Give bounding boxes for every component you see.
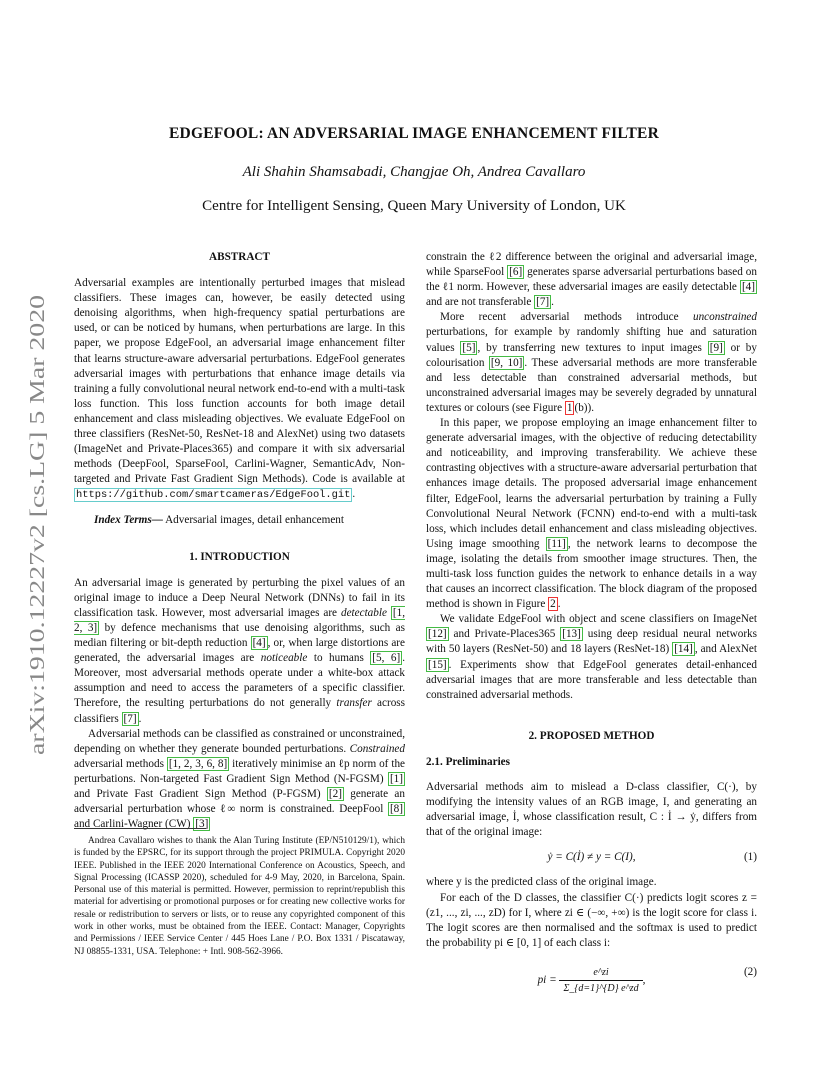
equation-1-body: ẏ = C(İ) ≠ y = C(I),	[547, 851, 636, 864]
intro-paragraph-2: Adversarial methods can be classified as constrained or unconstrained, depending on whether they generate bounded perturbations. Constrained adversarial methods [1, 2, 3, 6, 8] iteratively minimise an ℓp norm of the perturbations. Non-targeted Fast Gradient Sign Method (N-FGSM) [1] and Private Fast Gradient Sign Method (P-FGSM) [2] generate an adversarial perturbation whose ℓ∞ norm is constrained. DeepFool [8] and Carlini-Wagner (CW) [3]	[74, 727, 406, 831]
citation-link[interactable]: [1]	[389, 772, 403, 785]
introduction-heading: 1. INTRODUCTION	[189, 550, 290, 563]
citation-link[interactable]: [1, 2, 3, 6, 8]	[168, 757, 228, 770]
preliminaries-heading: 2.1. Preliminaries	[426, 755, 510, 768]
citation-link[interactable]: [2]	[328, 788, 342, 800]
code-link[interactable]: https://github.com/smartcameras/EdgeFool.git	[76, 489, 351, 502]
index-terms: Index Terms— Adversarial images, detail enhancement	[94, 513, 345, 526]
right-paragraph-1: constrain the ℓ2 difference between the original and adversarial image, while SparseFool [6] generates sparse adversarial perturbations based on the ℓ1 norm. However, these adversarial images are easily detectable [4] and are not transferable [7] .	[426, 251, 757, 309]
citation-link[interactable]: [7]	[536, 296, 550, 309]
citation-link[interactable]: [9, 10]	[490, 356, 523, 369]
equation-1	[426, 850, 757, 865]
citation-link[interactable]: [1, 2, 3]	[74, 606, 406, 634]
citation-link[interactable]: [14]	[674, 643, 693, 656]
right-paragraph-3: In this paper, we propose employing an image enhancement filter to generate adversarial images, with the objective of reducing detectability and noticeability, and improving transferability. We achieve these contrasting objectives with a structure-aware adversarial perturbation that enhances image details. The proposed adversarial image enhancement filter, EdgeFool, learns the adversarial perturbation by training a Fully Convolutional Neural Network (FCNN) end-to-end with a multi-task loss, which includes detail enhancement and class misleading objectives. Using image smoothing [11] , the network learns to decompose the image, isolating the details from smoother image structures. Then, the multi-task loss function guides the network to enhance details in a way that causes an incorrect classification. The block diagram of the proposed method is shown in Figure 2 .	[426, 417, 757, 611]
arxiv-stamp	[16, 290, 56, 760]
citation-link[interactable]: [13]	[562, 628, 581, 641]
prelim-paragraph-1: Adversarial methods aim to mislead a D-class classifier, C(·), by modifying the intensity values of an RGB image, I, and generating an adversarial image, İ, whose classification result, C : İ → ẏ, differs from that of the original image:	[426, 781, 757, 839]
equation-2-number: (2)	[743, 965, 757, 978]
citation-link[interactable]: [7]	[123, 712, 137, 725]
citation-link[interactable]: [3]	[195, 818, 209, 831]
footnote-divider	[74, 828, 206, 829]
citation-link[interactable]: [4]	[252, 637, 266, 650]
equation-2-numerator: e^zi	[559, 965, 642, 981]
proposed-method-heading: 2. PROPOSED METHOD	[528, 729, 655, 742]
citation-link[interactable]: [5, 6]	[372, 652, 401, 665]
figure-link[interactable]: 2	[550, 598, 556, 611]
paper-authors: Ali Shahin Shamsabadi, Changjae Oh, Andrea Cavallaro	[242, 164, 586, 180]
citation-link[interactable]: [4]	[741, 281, 755, 294]
paper-title: EDGEFOOL: AN ADVERSARIAL IMAGE ENHANCEMENT FILTER	[169, 125, 659, 142]
abstract-heading: ABSTRACT	[209, 251, 270, 263]
equation-2-denominator: Σ_{d=1}^{D} e^zd	[563, 983, 639, 995]
equation-2-fraction	[559, 965, 642, 996]
paper-affiliation: Centre for Intelligent Sensing, Queen Mary University of London, UK	[202, 198, 626, 214]
prelim-paragraph-3: For each of the D classes, the classifier C(·) predicts logit scores z = (z1, ..., zi, ..., zD) for I, where zi ∈ (−∞, +∞) is the logit score for class i. The logit scores are then normalised and the softmax is used to predict the probability pi ∈ [0, 1] of each class i:	[426, 891, 757, 949]
right-column	[426, 250, 757, 1006]
citation-link[interactable]: [15]	[428, 658, 447, 671]
citation-link[interactable]: [11]	[547, 537, 566, 550]
citation-link[interactable]: [6]	[509, 266, 523, 279]
right-paragraph-2: More recent adversarial methods introduce unconstrained perturbations, for example by randomly shifting hue and saturation values [5] , by transferring new textures to input images [9] or by colourisation [9, 10] . These adversarial methods are more transferable and less detectable than constrained adversarial methods, but unconstrained adversarial images may be severely degraded by unnatural textures or colours (see Figure 1 (b)).	[426, 311, 757, 414]
intro-paragraph-1: An adversarial image is generated by perturbing the pixel values of an original image to induce a Deep Neural Network (DNNs) to fail in its classification task. However, most adversarial images are detectable [1, 2, 3] by defence mechanisms that use denoising algorithms, such as median filtering or bit-depth reduction [4] , or, when large distortions are generated, the adversarial images are noticeable to humans [5, 6] . Moreover, most adversarial methods operate under a white-box attack assumption and need to access the parameters of a specific classifier. Therefore, the resulting perturbations do not generally transfer across classifiers [7] .	[74, 576, 406, 725]
index-terms-label: Index Terms—	[94, 513, 163, 526]
equation-2: pi = $\frac{e\^{}zi}{\Sigma\_\{d=1\}\^{}\{D\} e\^{}zd}$ , (2)	[426, 965, 757, 996]
arxiv-stamp-text: arXiv:1910.12227v2 [cs.LG] 5 Mar 2020	[25, 399, 49, 755]
right-paragraph-4: We validate EdgeFool with object and scene classifiers on ImageNet [12] and Private-Places365 [13] using deep residual neural networks with 50 layers (ResNet-50) and 18 layers (ResNet-18) [14] , and AlexNet [15] . Experiments show that EdgeFool generates detail-enhanced adversarial images that are more transferable and less detectable than constrained adversarial methods.	[426, 613, 757, 701]
footnote	[74, 835, 405, 958]
citation-link[interactable]: [8]	[389, 803, 403, 816]
left-column	[74, 250, 405, 832]
abstract-paragraph: Adversarial examples are intentionally perturbed images that mislead classifiers. These images can, however, be easily detected using denoising algorithms, when high-frequency spatial perturbations are used, or can be noticed by humans, when perturbations are large. In this paper, we propose EdgeFool, an adversarial image enhancement filter that learns structure-aware adversarial perturbations. EdgeFool generates adversarial images with perturbations that enhance image details via training a fully convolutional neural network end-to-end with a multi-task loss function. This loss function accounts for both image detail enhancement and class misleading objectives. We evaluate EdgeFool on three classifiers (ResNet-50, ResNet-18 and AlexNet) using two datasets (ImageNet and Private-Places365) and compare it with six adversarial methods (DeepFool, SparseFool, Carlini-Wagner, SemanticAdv, Non-targeted and Private Fast Gradient Sign Methods). Code is available at https://github.com/smartcameras/EdgeFool.git .	[74, 277, 405, 502]
citation-link[interactable]: [9]	[709, 341, 723, 354]
citation-link[interactable]: [12]	[428, 628, 447, 641]
footnote-text: Andrea Cavallaro wishes to thank the Alan Turing Institute (EP/N510129/1), which is funded by the EPSRC, for its support through the project PRIMULA. Copyright 2020 IEEE. Published in the IEEE 2020 International Conference on Acoustics, Speech, and Signal Processing (ICASSP 2020), scheduled for 4-9 May, 2020, in Barcelona, Spain. Personal use of this material is permitted. However, permission to reprint/republish this material for advertising or promotional purposes or for creating new collective works for resale or redistribution to servers or lists, or to reuse any copyrighted component of this work in other works, must be obtained from the IEEE. Contact: Manager, Copyrights and Permissions / IEEE Service Center / 445 Hoes Lane / P.O. Box 1331 / Piscataway, NJ 08855-1331, USA. Telephone: + Intl. 908-562-3966.	[74, 836, 405, 957]
figure-link[interactable]: 1	[566, 401, 573, 414]
equation-1-number: (1)	[743, 851, 757, 864]
citation-link[interactable]: [5]	[462, 341, 476, 354]
prelim-paragraph-2: where y is the predicted class of the original image.	[426, 876, 657, 889]
equation-2-lhs: pi =	[537, 974, 557, 987]
